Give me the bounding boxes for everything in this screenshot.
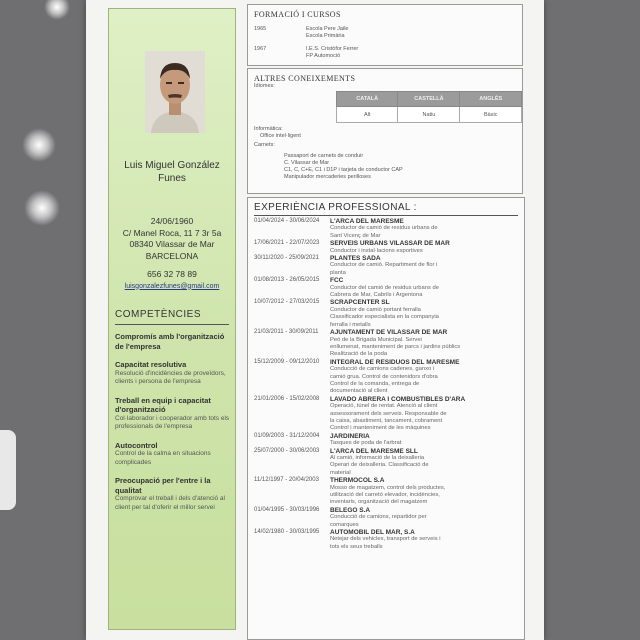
competency-item: [115, 441, 233, 468]
cv-sidebar: [108, 8, 236, 630]
education-title: FORMACIÓ I CURSOS: [254, 10, 341, 19]
address: C/ Manel Roca, 11 7 3r 5a: [122, 227, 222, 238]
computing-value: Office intel·ligent: [260, 133, 301, 139]
experience-description: camió grua. Control de contenidors d'obra: [330, 373, 438, 380]
education-detail: [306, 46, 358, 60]
experience-dates: 11/12/1997 - 20/04/2003: [254, 477, 319, 484]
experience-description: Operari de deixalleria. Classificació de: [330, 462, 429, 469]
experience-description: Conductor de camió. Repartiment de flor i: [330, 262, 438, 269]
light-glare-top: [44, 0, 70, 20]
experience-company: SERVEIS URBANS VILASSAR DE MAR: [330, 240, 450, 248]
experience-item: [254, 433, 518, 448]
competency-item: [115, 360, 233, 387]
experience-detail: [330, 448, 518, 478]
experience-detail: [330, 277, 518, 299]
experience-company: AJUNTAMENT DE VILASSAR DE MAR: [330, 329, 448, 337]
competency-title: Preocupació per l'entre i la qualitat: [115, 476, 211, 495]
competency-title: Autocontrol: [115, 440, 158, 450]
experience-item: [254, 329, 518, 359]
experience-detail: [330, 433, 518, 448]
experience-company: PLANTES SADA: [330, 255, 381, 263]
experience-item: [254, 448, 518, 478]
experience-dates: 01/09/2003 - 31/12/2004: [254, 432, 320, 439]
experience-item: [254, 255, 518, 277]
competency-item: [115, 396, 233, 432]
experience-detail: [330, 396, 518, 433]
experience-item: [254, 396, 518, 433]
education-section: [247, 4, 523, 66]
experience-description: utilització del carretó elevador, incidències,: [330, 492, 440, 499]
experience-detail: [330, 240, 518, 255]
experience-company: LAVADO ABRERA I COMBUSTIBLES D'ARA: [330, 395, 466, 403]
experience-description: Conductor de camió de residus urbans de: [330, 225, 438, 232]
licenses-list: [284, 153, 403, 181]
education-school: I.E.S. Cristòfor Ferrer: [306, 46, 359, 52]
education-row: [254, 46, 514, 60]
education-school: Escola Pere Jaile: [306, 26, 349, 32]
experience-description: Realització de la poda: [330, 351, 388, 358]
education-course: FP Automoció: [306, 53, 341, 59]
experience-description: Control de la comanda, entrega de: [330, 380, 420, 387]
experience-divider: [254, 215, 518, 216]
experience-description: comarques: [330, 521, 359, 528]
experience-detail: [330, 359, 518, 396]
competency-description: Comprovar el treball i dels d'atenció al client per tal d'oferir el millor servei: [115, 495, 225, 511]
experience-dates: 17/06/2021 - 22/07/2023: [254, 240, 320, 247]
education-detail: [306, 26, 349, 40]
experience-description: Classificador especialista en la companyia: [330, 314, 439, 321]
experience-detail: [330, 299, 518, 329]
lang-header-catalan: CATALÀ: [337, 92, 398, 107]
competency-description: Col·laborador i cooperador amb tots els professionals de l'empresa: [115, 414, 230, 430]
experience-dates: 10/07/2012 - 27/03/2015: [254, 299, 320, 306]
experience-company: INTEGRAL DE RESIDUOS DEL MARESME: [330, 358, 460, 366]
languages-table: [336, 91, 522, 123]
experience-detail: [330, 529, 518, 551]
experience-company: SCRAPCENTER SL: [330, 299, 390, 307]
lang-header-english: ANGLÈS: [460, 92, 522, 107]
experience-description: planta: [330, 269, 346, 276]
competencies-divider: [115, 324, 229, 325]
experience-dates: 21/01/2006 - 15/02/2008: [254, 395, 320, 402]
experience-company: L'ARCA DEL MARESME: [330, 218, 404, 225]
education-year: 1965: [254, 26, 267, 32]
experience-dates: 21/03/2011 - 30/09/2011: [254, 329, 319, 336]
experience-detail: [330, 329, 518, 359]
license-line: C. Vilassar de Mar: [284, 160, 330, 166]
experience-dates: 01/08/2013 - 26/05/2015: [254, 277, 320, 284]
competency-title: Treball en equip i capacitat d'organització: [115, 395, 211, 414]
education-year: 1967: [254, 46, 267, 52]
experience-description: documentació al client: [330, 388, 388, 395]
experience-description: Conducció de camions cadenes, ganxo i: [330, 366, 435, 373]
experience-description: Operació, túnel de rentat. Atenció al client: [330, 403, 438, 410]
experience-description: Conductor del camió de residus urbans de: [330, 284, 439, 291]
experience-description: Conducció de camions, repartidor per: [330, 514, 427, 521]
experience-list: [254, 218, 518, 551]
phone: 656 32 78 89: [147, 269, 197, 279]
education-list: [254, 26, 514, 66]
experience-item: [254, 240, 518, 255]
experience-dates: 25/07/2000 - 30/06/2003: [254, 447, 320, 454]
experience-description: Mosso de magatzem, control dels productes,: [330, 484, 446, 491]
profile-photo: [145, 51, 205, 133]
lang-level-english: Bàsic: [460, 107, 522, 123]
city: 08340 Vilassar de Mar: [129, 239, 215, 249]
birthdate: 24/06/1960: [150, 216, 194, 226]
experience-description: material: [330, 469, 351, 476]
contact-block: [109, 216, 235, 292]
languages-label: Idiomes:: [254, 83, 275, 89]
license-line: Passaport de carnets de conduir: [284, 153, 364, 159]
experience-description: Conductor de camió portant ferralla: [330, 306, 421, 313]
experience-dates: 14/02/1980 - 30/03/1995: [254, 529, 320, 536]
competency-title: Compromís amb l'organització de l'empresa: [115, 332, 225, 351]
light-glare-middle: [22, 128, 56, 162]
license-line: Manipulador mercaderies perilloses: [284, 174, 371, 180]
experience-detail: [330, 507, 518, 529]
experience-company: THERMOCOL S.A: [330, 477, 385, 485]
experience-company: AUTOMOBIL DEL MAR, S.A: [330, 529, 415, 537]
experience-section: [247, 197, 525, 640]
experience-title: EXPERIÈNCIA PROFESSIONAL :: [254, 202, 417, 213]
experience-description: Netejar dels vehicles, transport de serveis i: [330, 536, 441, 543]
experience-dates: 01/04/1995 - 30/03/1996: [254, 506, 320, 513]
competencies-list: [115, 332, 233, 521]
competency-description: Resolució d'incidències de proveïdors, clients i persona de l'empresa: [115, 369, 226, 385]
experience-description: assessorament dels serveis. Responsable de: [330, 410, 447, 417]
experience-dates: 15/12/2009 - 09/12/2010: [254, 358, 320, 365]
experience-description: Sant Vicenç de Mar: [330, 232, 381, 239]
experience-dates: 01/04/2024 - 30/06/2024: [254, 218, 320, 224]
competency-title: Capacitat resolutiva: [115, 360, 187, 369]
province: BARCELONA: [145, 250, 199, 261]
other-skills-title: ALTRES CONEIXEMENTS: [254, 74, 356, 83]
experience-description: Al camió, informació de la deixalleria: [330, 455, 425, 461]
experience-item: [254, 299, 518, 329]
lang-header-spanish: CASTELLÀ: [398, 92, 460, 107]
competency-item: [115, 332, 233, 351]
competencies-title: COMPETÈNCIES: [115, 309, 202, 320]
experience-description: tots els seus treballs: [330, 543, 383, 550]
experience-item: [254, 507, 518, 529]
light-glare-lower: [24, 190, 60, 226]
experience-description: Cabrera de Mar, Cabrils i Argentona: [330, 292, 423, 299]
experience-description: Tasques de poda de l'arbrat: [330, 440, 402, 447]
experience-item: [254, 529, 518, 551]
candidate-name: Luis Miguel González Funes: [124, 160, 220, 184]
experience-detail: [330, 477, 518, 507]
experience-description: Peó de la Brigada Municipal. Servei: [330, 336, 422, 343]
experience-item: [254, 218, 518, 240]
experience-dates: 30/11/2020 - 25/09/2021: [254, 255, 319, 262]
experience-detail: [330, 255, 518, 277]
experience-company: FCC: [330, 277, 344, 285]
licenses-label: Carnets:: [254, 142, 275, 148]
competency-item: [115, 476, 233, 512]
experience-item: [254, 359, 518, 396]
other-skills-section: [247, 68, 523, 194]
table-edge-object: [0, 430, 16, 510]
experience-description: Conductor i instal·lacions esportives: [330, 247, 423, 254]
experience-detail: [330, 218, 518, 240]
experience-description: la caixa, abastiment, tancament, cobrament: [330, 417, 443, 424]
experience-description: ferralla i metalls: [330, 321, 371, 328]
experience-description: inventaris, organització del magatzem: [330, 499, 428, 506]
lang-level-catalan: Alt: [337, 107, 398, 123]
education-course: Escola Primària: [306, 33, 345, 39]
experience-description: enllumenat, manteniment de parcs i jardins públics: [330, 343, 461, 350]
lang-level-spanish: Natiu: [398, 107, 460, 123]
email-link[interactable]: luisgonzalezfunes@gmail.com: [124, 282, 220, 290]
computing-label: Informàtica:: [254, 126, 283, 132]
experience-company: BELEGO S.A: [330, 506, 371, 514]
experience-company: L'ARCA DEL MARESME SLL: [330, 447, 418, 455]
experience-item: [254, 477, 518, 507]
competency-description: Control de la calma en situacions complicades: [115, 450, 211, 466]
education-row: [254, 26, 514, 40]
experience-description: Control i manteniment de les màquines: [330, 425, 431, 432]
license-line: C1, C, C+E, C1 i D1P i tarjeta de conductor CAP: [284, 167, 403, 173]
experience-company: JARDINERIA: [330, 432, 370, 440]
experience-item: [254, 277, 518, 299]
